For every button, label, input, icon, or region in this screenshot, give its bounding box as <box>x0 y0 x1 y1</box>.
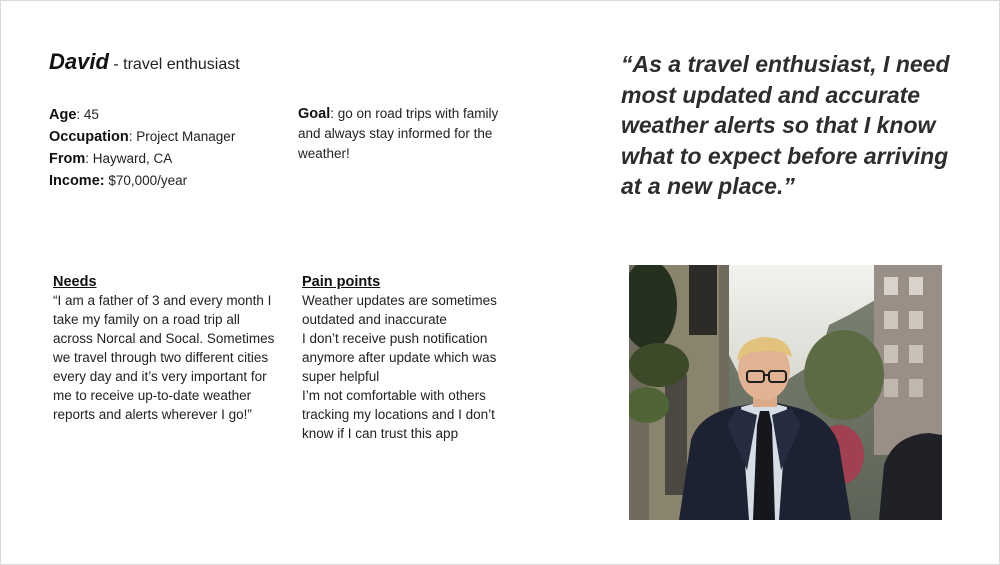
goal-label: Goal <box>298 106 331 122</box>
from-label: From <box>49 151 86 167</box>
persona-header <box>49 49 240 75</box>
occupation-label: Occupation <box>49 129 129 145</box>
goal-block <box>298 104 523 164</box>
needs-heading: Needs <box>53 274 97 290</box>
persona-photo <box>629 265 942 520</box>
age-label: Age <box>49 107 77 123</box>
goal-text: : go on road trips with family and always stay informed for the weather! <box>298 106 499 161</box>
from-value: : Hayward, CA <box>85 151 173 166</box>
needs-section <box>53 273 283 424</box>
age-value: : 45 <box>76 107 99 122</box>
pain-point-item: I don’t receive push notification anymore after update which was super helpful <box>302 331 497 384</box>
age-row <box>49 104 235 126</box>
persona-photo-illustration <box>629 265 942 520</box>
pain-point-item: Weather updates are sometimes outdated and inaccurate <box>302 293 497 327</box>
persona-quote: “As a travel enthusiast, I need most updated and accurate weather alerts so that I know what to expect before arriving at a new place.” <box>621 51 950 199</box>
pain-point-item: I’m not comfortable with others tracking my locations and I don’t know if I can trust this app <box>302 388 495 441</box>
income-value: $70,000/year <box>104 173 188 188</box>
income-row <box>49 170 235 192</box>
needs-text: “I am a father of 3 and every month I take my family on a road trip all across Norcal and Socal. Sometimes we travel through two different cities every day and it’s very important for me to receive up-to-date weather reports and alerts wherever I go!” <box>53 293 275 422</box>
demographics <box>49 104 235 192</box>
persona-name: David <box>49 49 109 74</box>
persona-tagline: - travel enthusiast <box>113 56 240 73</box>
pain-points-heading: Pain points <box>302 274 381 290</box>
income-label: Income: <box>49 173 105 189</box>
pain-points-section <box>302 273 517 443</box>
occupation-value: : Project Manager <box>128 129 236 144</box>
from-row <box>49 148 235 170</box>
occupation-row <box>49 126 235 148</box>
